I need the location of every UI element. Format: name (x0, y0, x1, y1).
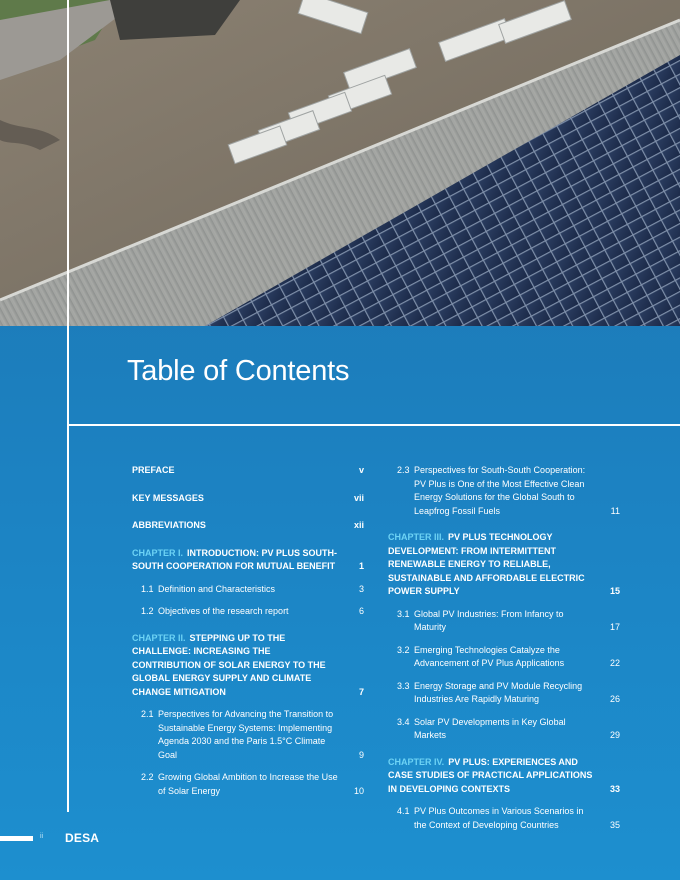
toc-page-number: 6 (358, 606, 364, 616)
toc-entry[interactable] (132, 605, 364, 619)
toc-page-number: 15 (609, 586, 620, 596)
section-number: 4.1 (397, 806, 410, 816)
toc-entry-text (397, 608, 620, 635)
toc-entry-text (132, 492, 364, 506)
toc-page-number: 10 (353, 785, 364, 796)
toc-entry-text (132, 632, 364, 700)
toc-entry[interactable] (132, 632, 364, 700)
chapter-label: CHAPTER I. (132, 547, 184, 558)
toc-entry[interactable] (388, 716, 620, 743)
footer-logo-text: DESA (65, 831, 100, 845)
footer-bar (0, 836, 33, 841)
toc-entry[interactable] (132, 492, 364, 506)
toc-entry[interactable] (388, 680, 620, 707)
section-number: 3.2 (397, 644, 410, 655)
toc-entry-title: ABBREVIATIONS (132, 520, 206, 530)
toc-entry[interactable] (388, 531, 620, 599)
toc-entry-text (132, 519, 364, 533)
toc-entry[interactable] (388, 608, 620, 635)
toc-entry-text (141, 771, 364, 798)
toc-entry[interactable] (132, 464, 364, 478)
toc-entry-text (132, 464, 364, 478)
chapter-label: CHAPTER III. (388, 532, 445, 542)
cover-photo (0, 0, 680, 326)
toc-entry-text (388, 756, 620, 797)
toc-page-number: 7 (358, 686, 364, 697)
toc-entry-text (141, 708, 364, 762)
toc-page-number: 26 (609, 694, 620, 704)
toc-entry[interactable] (388, 805, 620, 832)
toc-entry[interactable] (388, 464, 620, 518)
toc-entry-title: Objectives of the research report (158, 606, 289, 616)
section-number: 3.4 (397, 716, 410, 727)
toc-entry-title: KEY MESSAGES (132, 492, 204, 503)
chapter-label: CHAPTER IV. (388, 756, 445, 767)
toc-entry-title: Solar PV Developments in Key Global Markets (414, 716, 566, 740)
frame-horizontal-line (67, 424, 680, 426)
page-title: Table of Contents (127, 355, 350, 387)
toc-entry[interactable] (132, 519, 364, 533)
toc-entry-title: Growing Global Ambition to Increase the Use of Solar Energy (158, 772, 338, 796)
toc-entry-title: Energy Storage and PV Module Recycling Industries Are Rapidly Maturing (414, 680, 583, 704)
toc-entry[interactable] (132, 708, 364, 762)
toc-entry-text (397, 464, 620, 518)
toc-entry-title: Perspectives for South-South Cooperation: PV Plus is One of the Most Effective Clean Energy Solutions for the Global South to Leapfrog Fossil Fuels (414, 465, 586, 516)
toc-page-number: 29 (609, 730, 620, 740)
toc-entry[interactable] (388, 644, 620, 671)
toc-page-number: vii (353, 492, 364, 503)
page-number: ii (40, 833, 44, 840)
toc-page-number: 33 (609, 783, 620, 794)
section-number: 2.3 (397, 465, 410, 475)
section-number: 1.2 (141, 606, 154, 616)
section-number: 1.1 (141, 583, 154, 594)
toc-entry-title: Emerging Technologies Catalyze the Advancement of PV Plus Applications (414, 644, 565, 668)
toc-page-number: 9 (358, 749, 364, 760)
toc-left-column (132, 464, 364, 807)
toc-entry-title: STEPPING UP TO THE CHALLENGE: INCREASING THE CONTRIBUTION OF SOLAR ENERGY TO THE GLOBAL ENERGY SUPPLY AND CLIMATE CHANGE MITIGATION (132, 632, 326, 697)
toc-page-number: xii (353, 520, 364, 530)
toc-entry-text (141, 583, 364, 597)
toc-page-number: 11 (610, 505, 620, 516)
rooftop-solar-photo (0, 0, 680, 326)
toc-entry-text (397, 680, 620, 707)
toc-entry[interactable] (132, 547, 364, 574)
toc-page-number: 3 (358, 583, 364, 594)
toc-entry-title: Definition and Characteristics (158, 583, 276, 594)
toc-entry-text (397, 805, 620, 832)
toc-entry-title: INTRODUCTION: PV PLUS SOUTH-SOUTH COOPERATION FOR MUTUAL BENEFIT (132, 547, 338, 571)
toc-entry[interactable] (132, 771, 364, 798)
section-number: 2.2 (141, 772, 154, 782)
toc-page-number: 17 (609, 622, 620, 632)
toc-page-number: 22 (609, 658, 620, 668)
section-number: 3.3 (397, 680, 410, 691)
frame-vertical-line (67, 0, 69, 812)
toc-page-number: 35 (609, 819, 620, 830)
toc-entry-title: PV Plus Outcomes in Various Scenarios in the Context of Developing Countries (414, 806, 584, 830)
toc-entry-text (141, 605, 364, 619)
toc-entry-text (397, 716, 620, 743)
toc-page-number: 1 (358, 561, 364, 571)
toc-entry[interactable] (388, 756, 620, 797)
toc-entry[interactable] (132, 583, 364, 597)
toc-entry-title: Global PV Industries: From Infancy to Maturity (414, 608, 564, 632)
toc-entry-title: Perspectives for Advancing the Transition to Sustainable Energy Systems: Implementing Agenda 2030 and the Paris 1.5°C Climate Goal (158, 709, 334, 760)
section-number: 2.1 (141, 709, 154, 719)
toc-right-column (388, 464, 620, 841)
toc-entry-title: PV PLUS TECHNOLOGY DEVELOPMENT: FROM INTERMITTENT RENEWABLE ENERGY TO RELIABLE, SUSTAINABLE AND AFFORDABLE ELECTRIC POWER SUPPLY (388, 532, 585, 596)
toc-entry-title: PREFACE (132, 465, 175, 475)
chapter-label: CHAPTER II. (132, 632, 186, 643)
toc-page-number: v (358, 465, 364, 475)
toc-entry-text (397, 644, 620, 671)
toc-entry-title: PV PLUS: EXPERIENCES AND CASE STUDIES OF PRACTICAL APPLICATIONS IN DEVELOPING CONTEXTS (388, 756, 593, 794)
toc-entry-text (132, 547, 364, 574)
toc-entry-text (388, 531, 620, 599)
section-number: 3.1 (397, 608, 410, 619)
